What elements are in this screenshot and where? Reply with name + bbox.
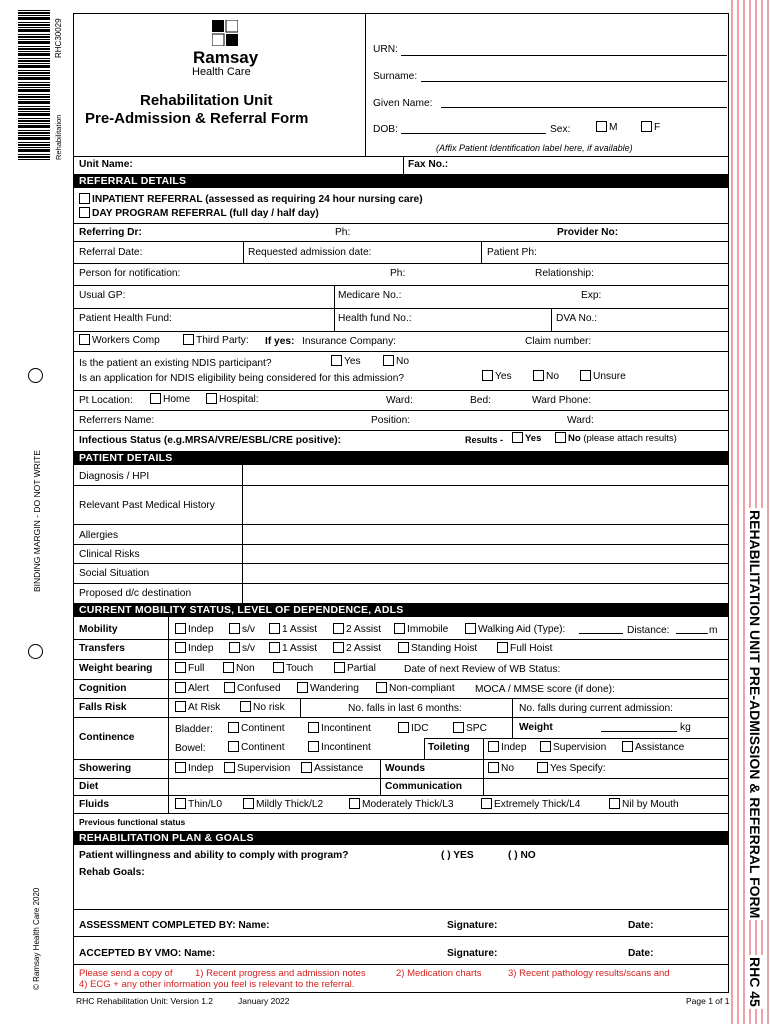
willingness-label: Patient willingness and ability to comply with program?: [79, 850, 349, 861]
form-title-vertical: REHABILITATION UNIT PRE-ADMISSION & REFERRAL FORM: [747, 510, 763, 919]
bladder-incontinent-checkbox[interactable]: [308, 722, 319, 733]
results-no-checkbox[interactable]: [555, 432, 566, 443]
tr-1assist-label: 1 Assist: [282, 643, 318, 654]
sex-m-label: M: [609, 122, 618, 133]
position-label: Position:: [371, 415, 411, 426]
sex-f-checkbox[interactable]: [641, 121, 652, 132]
mob-2assist-label: 2 Assist: [346, 624, 382, 635]
ramsay-logo-icon: [212, 20, 238, 46]
ndis1-yes-checkbox[interactable]: [331, 355, 342, 366]
home-checkbox[interactable]: [150, 393, 161, 404]
wb-non-checkbox[interactable]: [223, 662, 234, 673]
cog-alert-label: Alert: [188, 683, 209, 694]
affix-note: (Affix Patient Identification label here, if available): [436, 143, 633, 153]
requested-admission-label: Requested admission date:: [248, 247, 372, 258]
vmo-date-label: Date:: [628, 948, 654, 959]
mob-2assist-checkbox[interactable]: [333, 623, 344, 634]
inpatient-label: INPATIENT REFERRAL (assessed as requiring 24 hour nursing care): [92, 194, 423, 205]
mob-indep-label: Indep: [188, 624, 214, 635]
claim-label: Claim number:: [525, 336, 592, 347]
results-no-label: No: [568, 433, 581, 444]
diagnosis-label: Diagnosis / HPI: [79, 471, 150, 482]
ndis1-no-checkbox[interactable]: [383, 355, 394, 366]
ward2-label: Ward:: [567, 415, 594, 426]
title-line1: Rehabilitation Unit: [140, 92, 273, 109]
dc-destination-label: Proposed d/c destination: [79, 588, 192, 599]
footer-item-3: 3) Recent pathology results/scans and: [508, 968, 670, 979]
copyright: © Ramsay Health Care 2020: [32, 887, 41, 990]
workers-comp-label: Workers Comp: [92, 335, 160, 346]
results-yes-checkbox[interactable]: [512, 432, 523, 443]
falls-current-label: No. falls during current admission:: [519, 703, 674, 714]
mob-immobile-label: Immobile: [407, 624, 449, 635]
referrers-label: Referrers Name:: [79, 415, 155, 426]
version-date: January 2022: [238, 996, 290, 1006]
bowel-label: Bowel:: [175, 743, 206, 754]
bed-label: Bed:: [470, 395, 491, 406]
dob-label: DOB:: [373, 124, 398, 135]
rehab-plan-header: REHABILITATION PLAN & GOALS: [74, 831, 728, 845]
vmo-signature-label: Signature:: [447, 948, 498, 959]
weight-label: Weight: [519, 722, 553, 733]
form-code: RHC 45: [747, 957, 763, 1007]
ndis2-unsure-checkbox[interactable]: [580, 370, 591, 381]
mob-sv-label: s/v: [242, 624, 256, 635]
tr-fullhoist-label: Full Hoist: [510, 643, 553, 654]
moca-label: MOCA / MMSE score (if done):: [475, 684, 615, 695]
surname-field[interactable]: [421, 81, 727, 82]
patient-details-header: PATIENT DETAILS: [74, 451, 728, 465]
sex-m-checkbox[interactable]: [596, 121, 607, 132]
tr-2assist-label: 2 Assist: [346, 643, 382, 654]
if-yes-label: If yes:: [265, 336, 295, 347]
falls-norisk-checkbox[interactable]: [240, 701, 251, 712]
bowel-continent-label: Continent: [241, 742, 285, 753]
fluids-moderate-label: Moderately Thick/L3: [362, 799, 454, 810]
sex-f-label: F: [654, 122, 661, 133]
mob-indep-checkbox[interactable]: [175, 623, 186, 634]
person-notification-label: Person for notification:: [79, 268, 181, 279]
ndis2-unsure-label: Unsure: [593, 371, 626, 382]
toilet-indep-label: Indep: [501, 742, 527, 753]
toilet-indep-checkbox[interactable]: [488, 741, 499, 752]
falls-6mo-label: No. falls in last 6 months:: [348, 703, 462, 714]
health-fund-label: Patient Health Fund:: [79, 313, 172, 324]
wounds-no-checkbox[interactable]: [488, 762, 499, 773]
health-fund-no-label: Health fund No.:: [338, 313, 412, 324]
diet-label: Diet: [79, 781, 99, 792]
bladder-idc-checkbox[interactable]: [398, 722, 409, 733]
fluids-mild-checkbox[interactable]: [243, 798, 254, 809]
ndis2-no-label: No: [546, 371, 560, 382]
tr-1assist-checkbox[interactable]: [269, 642, 280, 653]
given-name-label: Given Name:: [373, 98, 433, 109]
ref-ph-label: Ph:: [335, 227, 351, 238]
bowel-incontinent-checkbox[interactable]: [308, 741, 319, 752]
punch-hole: [28, 368, 43, 383]
tr-standing-label: Standing Hoist: [411, 643, 478, 654]
referring-dr-label: Referring Dr:: [79, 227, 142, 238]
tr-standing-checkbox[interactable]: [398, 642, 409, 653]
toilet-supervision-checkbox[interactable]: [540, 741, 551, 752]
distance-unit: m: [709, 625, 718, 636]
cog-confused-label: Confused: [237, 683, 281, 694]
fluids-nbm-label: Nil by Mouth: [622, 799, 679, 810]
given-name-field[interactable]: [441, 107, 727, 108]
logo-name: Ramsay: [193, 48, 259, 67]
hospital-checkbox[interactable]: [206, 393, 217, 404]
cog-wandering-checkbox[interactable]: [297, 682, 308, 693]
allergies-label: Allergies: [79, 530, 119, 541]
falls-atrisk-checkbox[interactable]: [175, 701, 186, 712]
workers-comp-checkbox[interactable]: [79, 334, 90, 345]
unit-name-label: Unit Name:: [79, 159, 133, 170]
dva-label: DVA No.:: [556, 313, 598, 324]
weight-unit: kg: [680, 722, 691, 733]
mob-walking-checkbox[interactable]: [465, 623, 476, 634]
insurance-label: Insurance Company:: [302, 336, 397, 347]
mob-immobile-checkbox[interactable]: [394, 623, 405, 634]
bladder-continent-label: Continent: [241, 723, 285, 734]
falls-risk-label: Falls Risk: [79, 702, 127, 713]
mob-1assist-checkbox[interactable]: [269, 623, 280, 634]
wb-review-label: Date of next Review of WB Status:: [404, 664, 561, 675]
pt-location-label: Pt Location:: [79, 395, 133, 406]
shower-indep-label: Indep: [188, 763, 214, 774]
home-label: Home: [163, 394, 191, 405]
wb-touch-label: Touch: [286, 663, 314, 674]
cog-confused-checkbox[interactable]: [224, 682, 235, 693]
ndis2-yes-label: Yes: [495, 371, 512, 382]
transfers-label: Transfers: [79, 643, 125, 654]
fluids-mild-label: Mildly Thick/L2: [256, 799, 324, 810]
clinical-risks-label: Clinical Risks: [79, 549, 140, 560]
bowel-incontinent-label: Incontinent: [321, 742, 371, 753]
fluids-thin-label: Thin/L0: [188, 799, 222, 810]
assessment-date-label: Date:: [628, 920, 654, 931]
wb-non-label: Non: [236, 663, 255, 674]
wounds-yes-checkbox[interactable]: [537, 762, 548, 773]
version-label: RHC Rehabilitation Unit: Version 1.2: [76, 996, 214, 1006]
urn-field[interactable]: [401, 55, 727, 56]
surname-label: Surname:: [373, 71, 418, 82]
cog-noncomp-label: Non-compliant: [389, 683, 455, 694]
ndis2-yes-checkbox[interactable]: [482, 370, 493, 381]
ndis-question-2: Is an application for NDIS eligibility being considered for this admission?: [79, 373, 405, 384]
ndis1-yes-label: Yes: [344, 356, 361, 367]
urn-label: URN:: [373, 44, 398, 55]
vmo-name-label: ACCEPTED BY VMO: Name:: [79, 948, 216, 959]
mobility-label: Mobility: [79, 624, 118, 635]
ndis1-no-label: No: [396, 356, 410, 367]
shower-assistance-label: Assistance: [314, 763, 364, 774]
shower-supervision-checkbox[interactable]: [224, 762, 235, 773]
mobility-header: CURRENT MOBILITY STATUS, LEVEL OF DEPENDENCE, ADLS: [74, 603, 728, 617]
title-line2: Pre-Admission & Referral Form: [85, 110, 309, 127]
showering-label: Showering: [79, 763, 132, 774]
tr-sv-checkbox[interactable]: [229, 642, 240, 653]
footer-send-note: Please send a copy of: [79, 968, 173, 979]
wb-full-label: Full: [188, 663, 205, 674]
toilet-assistance-checkbox[interactable]: [622, 741, 633, 752]
social-situation-label: Social Situation: [79, 568, 150, 579]
toilet-supervision-label: Supervision: [553, 742, 607, 753]
tr-sv-label: s/v: [242, 643, 256, 654]
mob-walking-label: Walking Aid (Type):: [478, 624, 566, 635]
footer-item-2: 2) Medication charts: [396, 968, 482, 979]
bladder-spc-label: SPC: [466, 723, 487, 734]
barcode-code: RHC30029: [54, 18, 63, 58]
fluids-thin-checkbox[interactable]: [175, 798, 186, 809]
bowel-continent-checkbox[interactable]: [228, 741, 239, 752]
barcode-label: Rehabilitation: [54, 114, 63, 160]
inpatient-checkbox[interactable]: [79, 193, 90, 204]
ward-label: Ward:: [386, 395, 413, 406]
logo-sub: Health Care: [192, 66, 251, 78]
toilet-assistance-label: Assistance: [635, 742, 685, 753]
falls-atrisk-label: At Risk: [188, 702, 221, 713]
provider-label: Provider No:: [557, 227, 619, 238]
wounds-specify-label: Yes Specify:: [550, 763, 606, 774]
toileting-label: Toileting: [428, 742, 470, 753]
bladder-idc-label: IDC: [411, 723, 429, 734]
referral-date-label: Referral Date:: [79, 247, 143, 258]
rehab-goals-label: Rehab Goals:: [79, 867, 145, 878]
relationship-label: Relationship:: [535, 268, 594, 279]
binding-margin-note: BINDING MARGIN - DO NOT WRITE: [32, 450, 42, 592]
weight-bearing-label: Weight bearing: [79, 663, 153, 674]
mob-sv-checkbox[interactable]: [229, 623, 240, 634]
ndis2-no-checkbox[interactable]: [533, 370, 544, 381]
third-party-checkbox[interactable]: [183, 334, 194, 345]
wb-partial-checkbox[interactable]: [334, 662, 345, 673]
day-program-checkbox[interactable]: [79, 207, 90, 218]
cog-wandering-label: Wandering: [310, 683, 359, 694]
bladder-label: Bladder:: [175, 724, 213, 735]
willing-yes[interactable]: ( ) YES: [441, 850, 474, 861]
wb-partial-label: Partial: [347, 663, 376, 674]
patient-ph-label: Patient Ph:: [487, 247, 537, 258]
sex-label: Sex:: [550, 124, 571, 135]
communication-label: Communication: [385, 781, 462, 792]
cog-alert-checkbox[interactable]: [175, 682, 186, 693]
tr-fullhoist-checkbox[interactable]: [497, 642, 508, 653]
attach-note: (please attach results): [583, 433, 677, 444]
results-label: Results -: [465, 435, 504, 445]
cognition-label: Cognition: [79, 683, 127, 694]
past-history-label: Relevant Past Medical History: [79, 500, 215, 511]
continence-label: Continence: [79, 732, 135, 743]
medicare-label: Medicare No.:: [338, 290, 402, 301]
ward-phone-label: Ward Phone:: [532, 395, 592, 406]
hospital-label: Hospital:: [219, 394, 259, 405]
wounds-no-label: No: [501, 763, 515, 774]
tr-2assist-checkbox[interactable]: [333, 642, 344, 653]
third-party-label: Third Party:: [196, 335, 249, 346]
punch-hole: [28, 644, 43, 659]
shower-indep-checkbox[interactable]: [175, 762, 186, 773]
distance-label: Distance:: [627, 625, 670, 636]
results-yes-label: Yes: [525, 433, 542, 444]
bladder-continent-checkbox[interactable]: [228, 722, 239, 733]
willing-no[interactable]: ( ) NO: [508, 850, 536, 861]
fax-label: Fax No.:: [408, 159, 449, 170]
infectious-label: Infectious Status (e.g.MRSA/VRE/ESBL/CRE positive):: [79, 435, 342, 446]
shower-assistance-checkbox[interactable]: [301, 762, 312, 773]
fluids-extreme-checkbox[interactable]: [481, 798, 492, 809]
page-number: Page 1 of 1: [686, 996, 730, 1006]
wounds-label: Wounds: [385, 763, 425, 774]
cog-noncomp-checkbox[interactable]: [376, 682, 387, 693]
fluids-nbm-checkbox[interactable]: [609, 798, 620, 809]
previous-status-label: Previous functional status: [79, 817, 186, 827]
usual-gp-label: Usual GP:: [79, 290, 126, 301]
tr-indep-label: Indep: [188, 643, 214, 654]
footer-item-1: 1) Recent progress and admission notes: [195, 968, 366, 979]
notif-ph-label: Ph:: [390, 268, 406, 279]
referral-details-header: REFERRAL DETAILS: [74, 174, 728, 188]
wb-full-checkbox[interactable]: [175, 662, 186, 673]
bladder-incontinent-label: Incontinent: [321, 723, 371, 734]
mob-1assist-label: 1 Assist: [282, 624, 318, 635]
barcode: [18, 8, 50, 160]
assessment-signature-label: Signature:: [447, 920, 498, 931]
exp-label: Exp:: [581, 290, 602, 301]
wb-touch-checkbox[interactable]: [273, 662, 284, 673]
tr-indep-checkbox[interactable]: [175, 642, 186, 653]
falls-norisk-label: No risk: [253, 702, 285, 713]
footer-item-4: 4) ECG + any other information you feel is relevant to the referral.: [79, 979, 355, 990]
day-program-label: DAY PROGRAM REFERRAL (full day / half day): [92, 208, 319, 219]
shower-supervision-label: Supervision: [237, 763, 291, 774]
fluids-extreme-label: Extremely Thick/L4: [494, 799, 581, 810]
bladder-spc-checkbox[interactable]: [453, 722, 464, 733]
ndis-question-1: Is the patient an existing NDIS participant?: [79, 358, 272, 369]
fluids-moderate-checkbox[interactable]: [349, 798, 360, 809]
assessment-name-label: ASSESSMENT COMPLETED BY: Name:: [79, 920, 270, 931]
dob-field[interactable]: [401, 133, 546, 134]
fluids-label: Fluids: [79, 799, 109, 810]
